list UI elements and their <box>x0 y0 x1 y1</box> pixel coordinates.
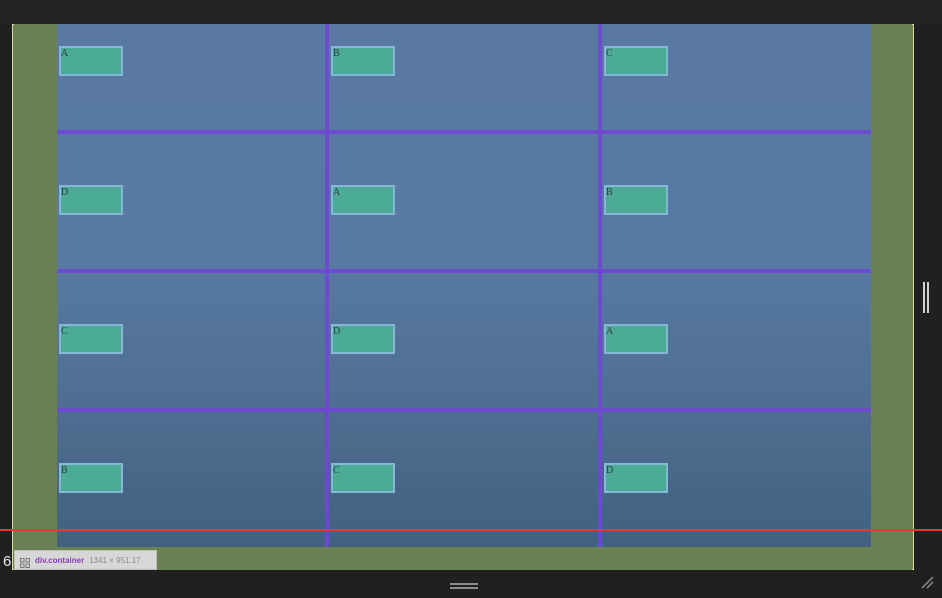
grid-cell-r3-c1[interactable] <box>57 302 325 409</box>
tooltip-element-size: 1341 × 951.17 <box>89 555 141 565</box>
scrollbar-thumb-left[interactable] <box>923 282 925 313</box>
grid-cell-r2-c2[interactable] <box>329 163 597 270</box>
cell-box[interactable] <box>331 463 395 493</box>
cell-label: A <box>61 48 69 59</box>
scrollbar-icon[interactable] <box>923 282 929 313</box>
element-tooltip <box>14 550 157 570</box>
resize-corner-icon[interactable] <box>917 572 935 590</box>
cell-label: B <box>606 187 613 198</box>
cell-box[interactable] <box>331 324 395 354</box>
cell-label: C <box>333 465 340 476</box>
grid-cell-r2-c1[interactable] <box>57 163 325 270</box>
grid-cell-r1-c3[interactable] <box>602 24 870 131</box>
cell-label: D <box>61 187 69 198</box>
grid-cell-r2-c3[interactable] <box>602 163 870 270</box>
tooltip-element-name: div.container <box>35 555 85 565</box>
cell-box[interactable] <box>604 46 668 76</box>
cell-label: C <box>61 326 68 337</box>
grid-cell-r3-c2[interactable] <box>329 302 597 409</box>
cell-box[interactable] <box>59 46 123 76</box>
grid-cell-r1-c1[interactable] <box>57 24 325 131</box>
cell-box[interactable] <box>59 463 123 493</box>
cell-label: A <box>333 187 341 198</box>
grid-cell-r4-c2[interactable] <box>329 441 597 548</box>
cell-box[interactable] <box>604 324 668 354</box>
cell-label: D <box>333 326 341 337</box>
cell-box[interactable] <box>59 185 123 215</box>
grid-cell-r1-c2[interactable] <box>329 24 597 131</box>
cell-label: C <box>606 48 613 59</box>
cell-label: B <box>333 48 340 59</box>
top-bar <box>0 0 942 24</box>
drag-handle-icon[interactable] <box>449 577 479 585</box>
grid-icon <box>20 555 30 565</box>
cell-box[interactable] <box>331 185 395 215</box>
scrollbar-thumb-right[interactable] <box>927 282 929 313</box>
grid-cell-r3-c3[interactable] <box>602 302 870 409</box>
grid-cell-r4-c3[interactable] <box>602 441 870 548</box>
cell-label: B <box>61 465 68 476</box>
cell-box[interactable] <box>604 463 668 493</box>
grid-cell-r4-c1[interactable] <box>57 441 325 548</box>
inspector-guide-line <box>0 529 942 531</box>
cell-box[interactable] <box>331 46 395 76</box>
cell-label: D <box>606 465 614 476</box>
left-number: 6 <box>3 553 12 570</box>
cell-label: A <box>606 326 614 337</box>
cell-box[interactable] <box>604 185 668 215</box>
cell-box[interactable] <box>59 324 123 354</box>
